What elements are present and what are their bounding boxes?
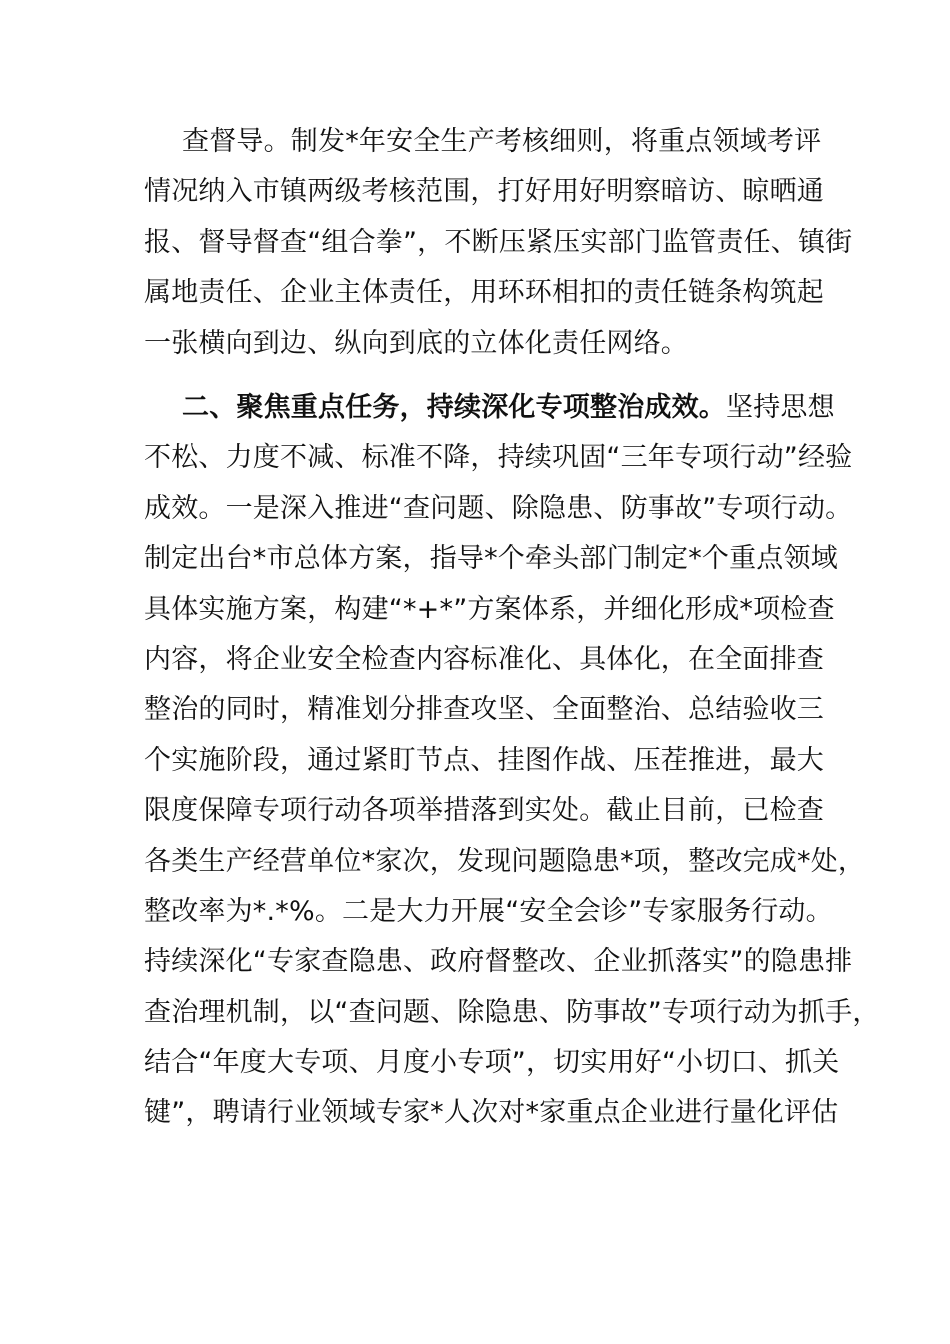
text-line: 限度保障专项行动各项举措落到实处。截止目前，已检查 [144, 795, 824, 827]
text-line: 报、督导督查“组合拳”，不断压紧压实部门监管责任、镇街 [144, 226, 853, 258]
text-line: 各类生产经营单位*家次，发现问题隐患*项，整改完成*处， [144, 845, 866, 877]
text-line: 情况纳入市镇两级考核范围，打好用好明察暗访、晾晒通 [144, 176, 824, 208]
text-line: 持续深化“专家查隐患、政府督整改、企业抓落实”的隐患排 [144, 946, 853, 978]
text-line: 键”，聘请行业领域专家*人次对*家重点企业进行量化评估 [144, 1097, 839, 1129]
text-line: 整治的同时，精准划分排查攻坚、全面整治、总结验收三 [144, 694, 824, 726]
text-line: 制定出台*市总体方案，指导*个牵头部门制定*个重点领域 [144, 543, 838, 575]
heading-line-rest: 坚持思想 [726, 392, 835, 423]
text-line: 属地责任、企业主体责任，用环环相扣的责任链条构筑起 [144, 277, 824, 309]
heading-line [144, 383, 835, 433]
text-line: 一张横向到边、纵向到底的立体化责任网络。 [144, 327, 688, 359]
text-line: 查治理机制，以“查问题、除隐患、防事故”专项行动为抓手， [144, 996, 880, 1028]
paragraph-responsibility [144, 117, 853, 369]
paragraph-special-rectification [144, 383, 880, 1139]
text-line: 成效。一是深入推进“查问题、除隐患、防事故”专项行动。 [144, 492, 853, 524]
text-line: 查督导。制发*年安全生产考核细则，将重点领域考评 [182, 126, 822, 157]
text-line: 整改率为*.*%。二是大力开展“安全会诊”专家服务行动。 [144, 895, 833, 927]
text-line: 内容，将企业安全检查内容标准化、具体化，在全面排查 [144, 643, 824, 675]
text-line: 个实施阶段，通过紧盯节点、挂图作战、压茬推进，最大 [144, 744, 824, 776]
text-line: 具体实施方案，构建“*+*”方案体系，并细化形成*项检查 [144, 593, 835, 625]
text-line: 结合“年度大专项、月度小专项”，切实用好“小切口、抓关 [144, 1047, 840, 1079]
text-line: 不松、力度不减、标准不降，持续巩固“三年专项行动”经验 [144, 442, 853, 474]
section-heading: 二、聚焦重点任务，持续深化专项整治成效。 [182, 392, 726, 423]
